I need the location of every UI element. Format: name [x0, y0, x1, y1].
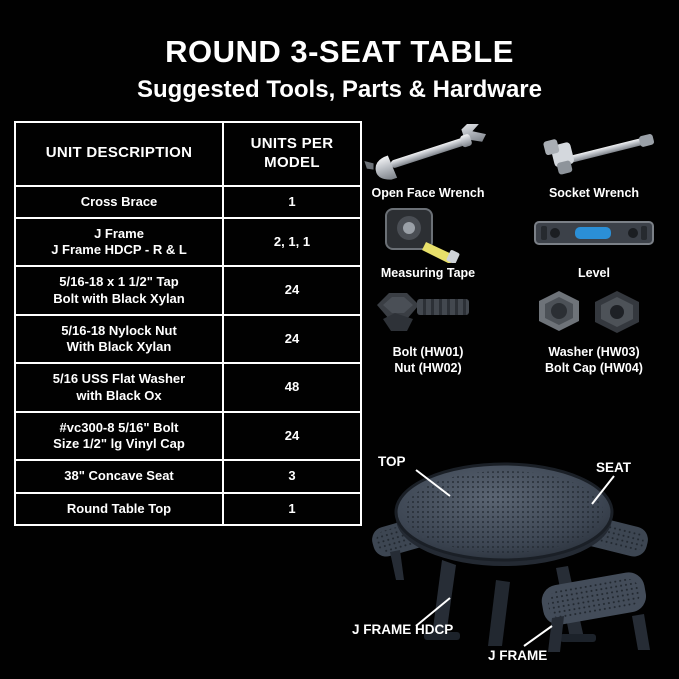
bolt-nut-icon — [352, 281, 504, 343]
callout-j-frame: J FRAME — [488, 648, 548, 663]
cell-description: J Frame J Frame HDCP - R & L — [15, 218, 223, 267]
table-row — [15, 493, 361, 525]
table-row — [15, 315, 361, 364]
tool-label: Measuring Tape — [380, 265, 476, 280]
cell-units: 24 — [223, 266, 361, 315]
tool-label: Washer (HW03) Bolt Cap (HW04) — [545, 345, 643, 375]
tool-bolt-nut — [352, 281, 504, 376]
callout-seat: SEAT — [596, 460, 632, 475]
table-row — [15, 218, 361, 267]
cell-units: 2, 1, 1 — [223, 218, 361, 267]
column-header-description: UNIT DESCRIPTION — [15, 122, 223, 186]
tool-label: Level — [578, 265, 610, 280]
column-header-units: UNITS PER MODEL — [223, 122, 361, 186]
product-illustration — [346, 440, 676, 675]
tool-label: Socket Wrench — [548, 186, 640, 200]
tools-row-3 — [352, 281, 670, 376]
product-svg — [346, 440, 676, 675]
cell-units: 48 — [223, 363, 361, 412]
cell-units: 3 — [223, 460, 361, 492]
cell-description: 5/16-18 Nylock Nut With Black Xylan — [15, 315, 223, 364]
tools-row-1 — [352, 122, 670, 202]
table-body — [15, 186, 361, 525]
table-row — [15, 266, 361, 315]
page-title: ROUND 3-SEAT TABLE — [165, 34, 514, 69]
cell-description: #vc300-8 5/16" Bolt Size 1/2" lg Vinyl Cap — [15, 412, 223, 461]
cell-units: 1 — [223, 493, 361, 525]
tool-washer-bolt-cap — [518, 281, 670, 376]
callout-top: TOP — [378, 454, 406, 469]
table-header-row — [15, 122, 361, 186]
cell-description: 38" Concave Seat — [15, 460, 223, 492]
tool-open-face-wrench — [352, 122, 504, 202]
tool-label: Open Face Wrench — [371, 186, 485, 200]
tool-socket-wrench — [518, 122, 670, 202]
cell-description: Cross Brace — [15, 186, 223, 218]
table-row — [15, 363, 361, 412]
cell-units: 1 — [223, 186, 361, 218]
table-row — [15, 460, 361, 492]
washer-bolt-cap-icon — [518, 281, 670, 343]
tool-measuring-tape — [352, 202, 504, 282]
parts-table — [14, 121, 362, 526]
tools-grid — [352, 122, 670, 377]
cell-units: 24 — [223, 412, 361, 461]
page-subtitle: Suggested Tools, Parts & Hardware — [137, 76, 542, 103]
table-row — [15, 412, 361, 461]
cell-description: 5/16 USS Flat Washer with Black Ox — [15, 363, 223, 412]
open-face-wrench-icon — [352, 122, 504, 184]
tools-row-2 — [352, 202, 670, 282]
cell-units: 24 — [223, 315, 361, 364]
tool-label: Bolt (HW01) Nut (HW02) — [392, 345, 464, 375]
level-icon — [518, 202, 670, 264]
tool-level — [518, 202, 670, 282]
cell-description: Round Table Top — [15, 493, 223, 525]
socket-wrench-icon — [518, 122, 670, 184]
callout-j-frame-hdcp: J FRAME HDCP — [352, 622, 454, 637]
table-row — [15, 186, 361, 218]
measuring-tape-icon — [352, 202, 504, 264]
cell-description: 5/16-18 x 1 1/2" Tap Bolt with Black Xylan — [15, 266, 223, 315]
